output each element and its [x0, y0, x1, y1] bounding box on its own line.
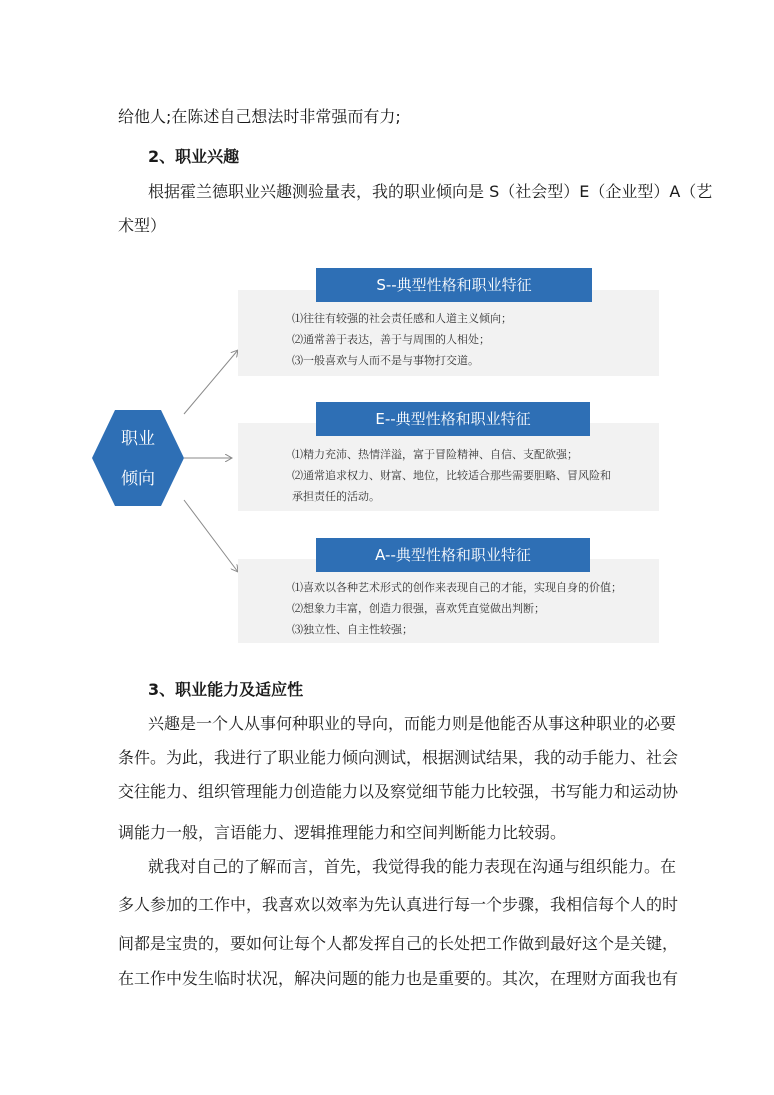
section3-p1-line3: 交往能力、组织管理能力创造能力以及察觉细节能力比较强，书写能力和运动协: [118, 782, 679, 801]
card-a-line1: ⑴喜欢以各种艺术形式的创作来表现自己的才能，实现自身的价值；: [292, 581, 622, 594]
card-e-title: E--典型性格和职业特征: [316, 402, 590, 436]
hexagon-label-line2: 倾向: [121, 469, 155, 489]
intro-line: 给他人;在陈述自己想法时非常强而有力;: [118, 107, 401, 126]
section2-para-line1: 根据霍兰德职业兴趣测验量表，我的职业倾向是 S（社会型）E（企业型）A（艺: [148, 182, 713, 201]
section3-p2-line1: 就我对自己的了解而言，首先，我觉得我的能力表现在沟通与组织能力。在: [148, 857, 677, 876]
arrow-to-a: [184, 500, 238, 572]
section3-heading: 3、职业能力及适应性: [148, 680, 304, 699]
section3-p2-line3: 间都是宝贵的，要如何让每个人都发挥自己的长处把工作做到最好这个是关键，: [118, 934, 679, 953]
hexagon-shape: [92, 410, 184, 506]
hexagon-label-line1: 职业: [121, 429, 155, 449]
card-s-line2: ⑵通常善于表达，善于与周围的人相处；: [292, 333, 490, 346]
card-a-line3: ⑶独立性、自主性较强；: [292, 623, 413, 636]
section2-heading: 2、职业兴趣: [148, 147, 240, 166]
card-e-line2: ⑵通常追求权力、财富、地位，比较适合那些需要胆略、冒风险和: [292, 469, 611, 482]
section3-p1-line1: 兴趣是一个人从事何种职业的导向，而能力则是他能否从事这种职业的必要: [148, 714, 677, 733]
section3-p2-line2: 多人参加的工作中，我喜欢以效率为先认真进行每一个步骤，我相信每个人的时: [118, 895, 679, 914]
section3-p2-line4: 在工作中发生临时状况，解决问题的能力也是重要的。其次，在理财方面我也有: [118, 969, 679, 988]
card-e-line3: 承担责任的活动。: [292, 490, 380, 503]
card-e-line1: ⑴精力充沛、热情洋溢，富于冒险精神、自信、支配欲强；: [292, 448, 578, 461]
card-a-title: A--典型性格和职业特征: [316, 538, 590, 572]
section3-p1-line4: 调能力一般，言语能力、逻辑推理能力和空间判断能力比较弱。: [118, 823, 567, 842]
card-s-line3: ⑶一般喜欢与人而不是与事物打交道。: [292, 354, 479, 367]
arrow-to-s: [184, 350, 238, 414]
section3-p1-line2: 条件。为此，我进行了职业能力倾向测试，根据测试结果，我的动手能力、社会: [118, 748, 679, 767]
section2-para-line2: 术型）: [118, 216, 167, 235]
card-s-line1: ⑴往往有较强的社会责任感和人道主义倾向；: [292, 312, 512, 325]
card-s-title: S--典型性格和职业特征: [316, 268, 592, 302]
card-a-line2: ⑵想象力丰富，创造力很强，喜欢凭直觉做出判断；: [292, 602, 545, 615]
